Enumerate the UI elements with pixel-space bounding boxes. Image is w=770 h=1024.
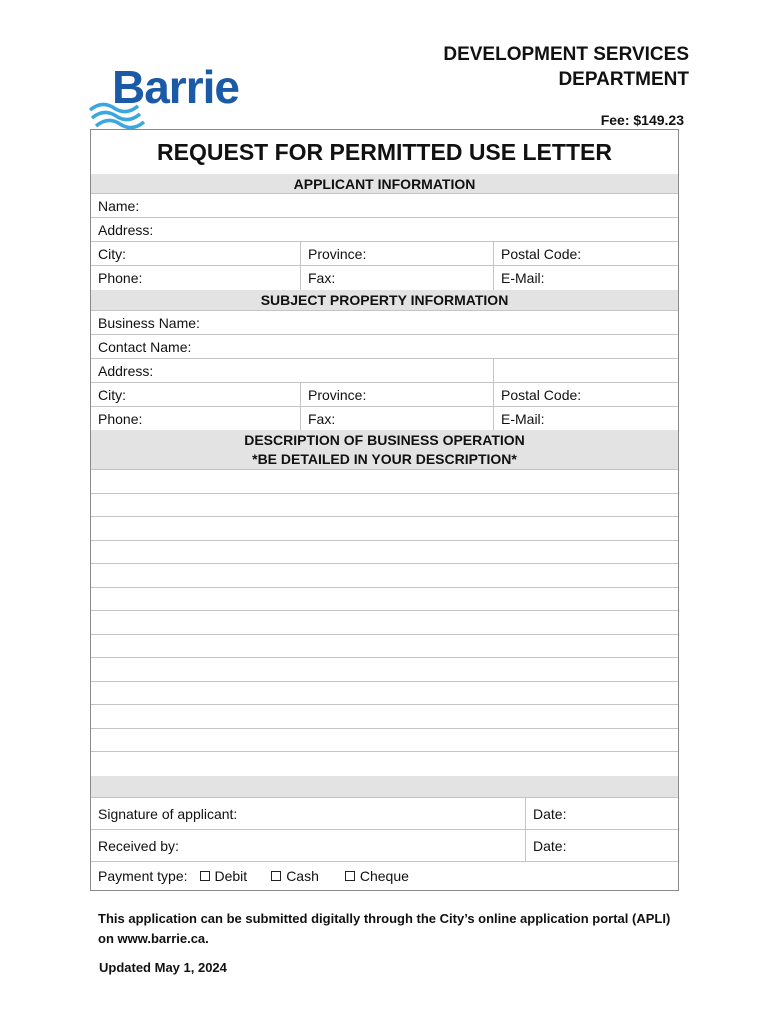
property-province-field[interactable]: Province: — [300, 383, 493, 406]
applicant-name-label: Name: — [98, 197, 140, 214]
description-heading — [91, 430, 678, 469]
description-line[interactable] — [91, 470, 678, 494]
business-name-label: Business Name: — [98, 314, 200, 331]
property-phone-field[interactable]: Phone: — [98, 410, 143, 427]
debit-label: Debit — [214, 868, 248, 884]
contact-name-label: Contact Name: — [98, 338, 192, 355]
dept-line2: DEPARTMENT — [558, 69, 689, 90]
description-line[interactable] — [91, 635, 678, 658]
cash-label: Cash — [286, 868, 319, 884]
payment-row — [91, 862, 678, 890]
logo-text: Barrie — [112, 61, 239, 113]
permitted-use-form — [90, 129, 679, 891]
signature-row — [91, 798, 678, 830]
description-line[interactable] — [91, 564, 678, 588]
description-line[interactable] — [91, 729, 678, 752]
description-section-header — [91, 430, 678, 470]
applicant-address-row[interactable] — [91, 218, 678, 242]
description-line[interactable] — [91, 752, 678, 776]
updated-date: Updated May 1, 2024 — [99, 960, 227, 975]
description-heading-line1: DESCRIPTION OF BUSINESS OPERATION — [244, 431, 525, 448]
property-section-header — [91, 290, 678, 311]
description-line[interactable] — [91, 658, 678, 682]
description-spacer-band — [91, 776, 678, 798]
signature-field[interactable]: Signature of applicant: — [98, 805, 238, 822]
description-heading-line2: *BE DETAILED IN YOUR DESCRIPTION* — [252, 450, 517, 467]
applicant-phone-field[interactable]: Phone: — [98, 270, 143, 286]
received-by-field[interactable]: Received by: — [98, 837, 179, 854]
description-line[interactable] — [91, 682, 678, 705]
property-email-field[interactable]: E-Mail: — [493, 407, 678, 430]
payment-type-label: Payment type: — [98, 868, 188, 884]
property-address-row — [91, 359, 678, 383]
barrie-logo — [88, 62, 253, 132]
applicant-province-field[interactable]: Province: — [300, 242, 493, 265]
applicant-postal-field[interactable]: Postal Code: — [493, 242, 678, 265]
property-fax-field[interactable]: Fax: — [300, 407, 493, 430]
cheque-checkbox[interactable] — [345, 871, 355, 881]
property-phone-row — [91, 407, 678, 430]
signature-date-field[interactable]: Date: — [525, 798, 678, 829]
property-city-field[interactable]: City: — [98, 386, 126, 403]
applicant-section-header — [91, 174, 678, 194]
submission-note: This application can be submitted digitally through the City’s online application portal (APLI) on www.barrie.ca. — [98, 911, 671, 946]
description-line[interactable] — [91, 588, 678, 611]
description-line[interactable] — [91, 517, 678, 541]
payment-options — [91, 862, 678, 890]
received-date-field[interactable]: Date: — [525, 830, 678, 861]
cheque-label: Cheque — [359, 868, 409, 884]
description-line[interactable] — [91, 494, 678, 517]
dept-line1: DEVELOPMENT SERVICES — [443, 44, 689, 65]
property-address-extra-field[interactable] — [493, 359, 678, 382]
property-heading: SUBJECT PROPERTY INFORMATION — [260, 292, 509, 308]
applicant-heading: APPLICANT INFORMATION — [293, 175, 476, 192]
description-line[interactable] — [91, 705, 678, 729]
property-postal-field[interactable]: Postal Code: — [493, 383, 678, 406]
applicant-email-field[interactable]: E-Mail: — [493, 266, 678, 290]
department-heading — [443, 42, 689, 92]
form-title: REQUEST FOR PERMITTED USE LETTER — [157, 139, 612, 165]
business-name-row[interactable] — [91, 311, 678, 335]
applicant-name-row[interactable] — [91, 194, 678, 218]
wave-icon — [88, 96, 148, 132]
fee-label: Fee: $149.23 — [600, 112, 684, 128]
applicant-address-label: Address: — [98, 221, 154, 238]
applicant-city-field[interactable]: City: — [98, 245, 126, 262]
applicant-city-row — [91, 242, 678, 266]
description-line[interactable] — [91, 541, 678, 564]
applicant-phone-row — [91, 266, 678, 290]
received-row — [91, 830, 678, 862]
contact-name-row[interactable] — [91, 335, 678, 359]
applicant-fax-field[interactable]: Fax: — [300, 266, 493, 290]
cash-checkbox[interactable] — [271, 871, 281, 881]
property-address-field[interactable]: Address: — [98, 362, 154, 379]
description-line[interactable] — [91, 611, 678, 635]
property-city-row — [91, 383, 678, 407]
debit-checkbox[interactable] — [200, 871, 210, 881]
